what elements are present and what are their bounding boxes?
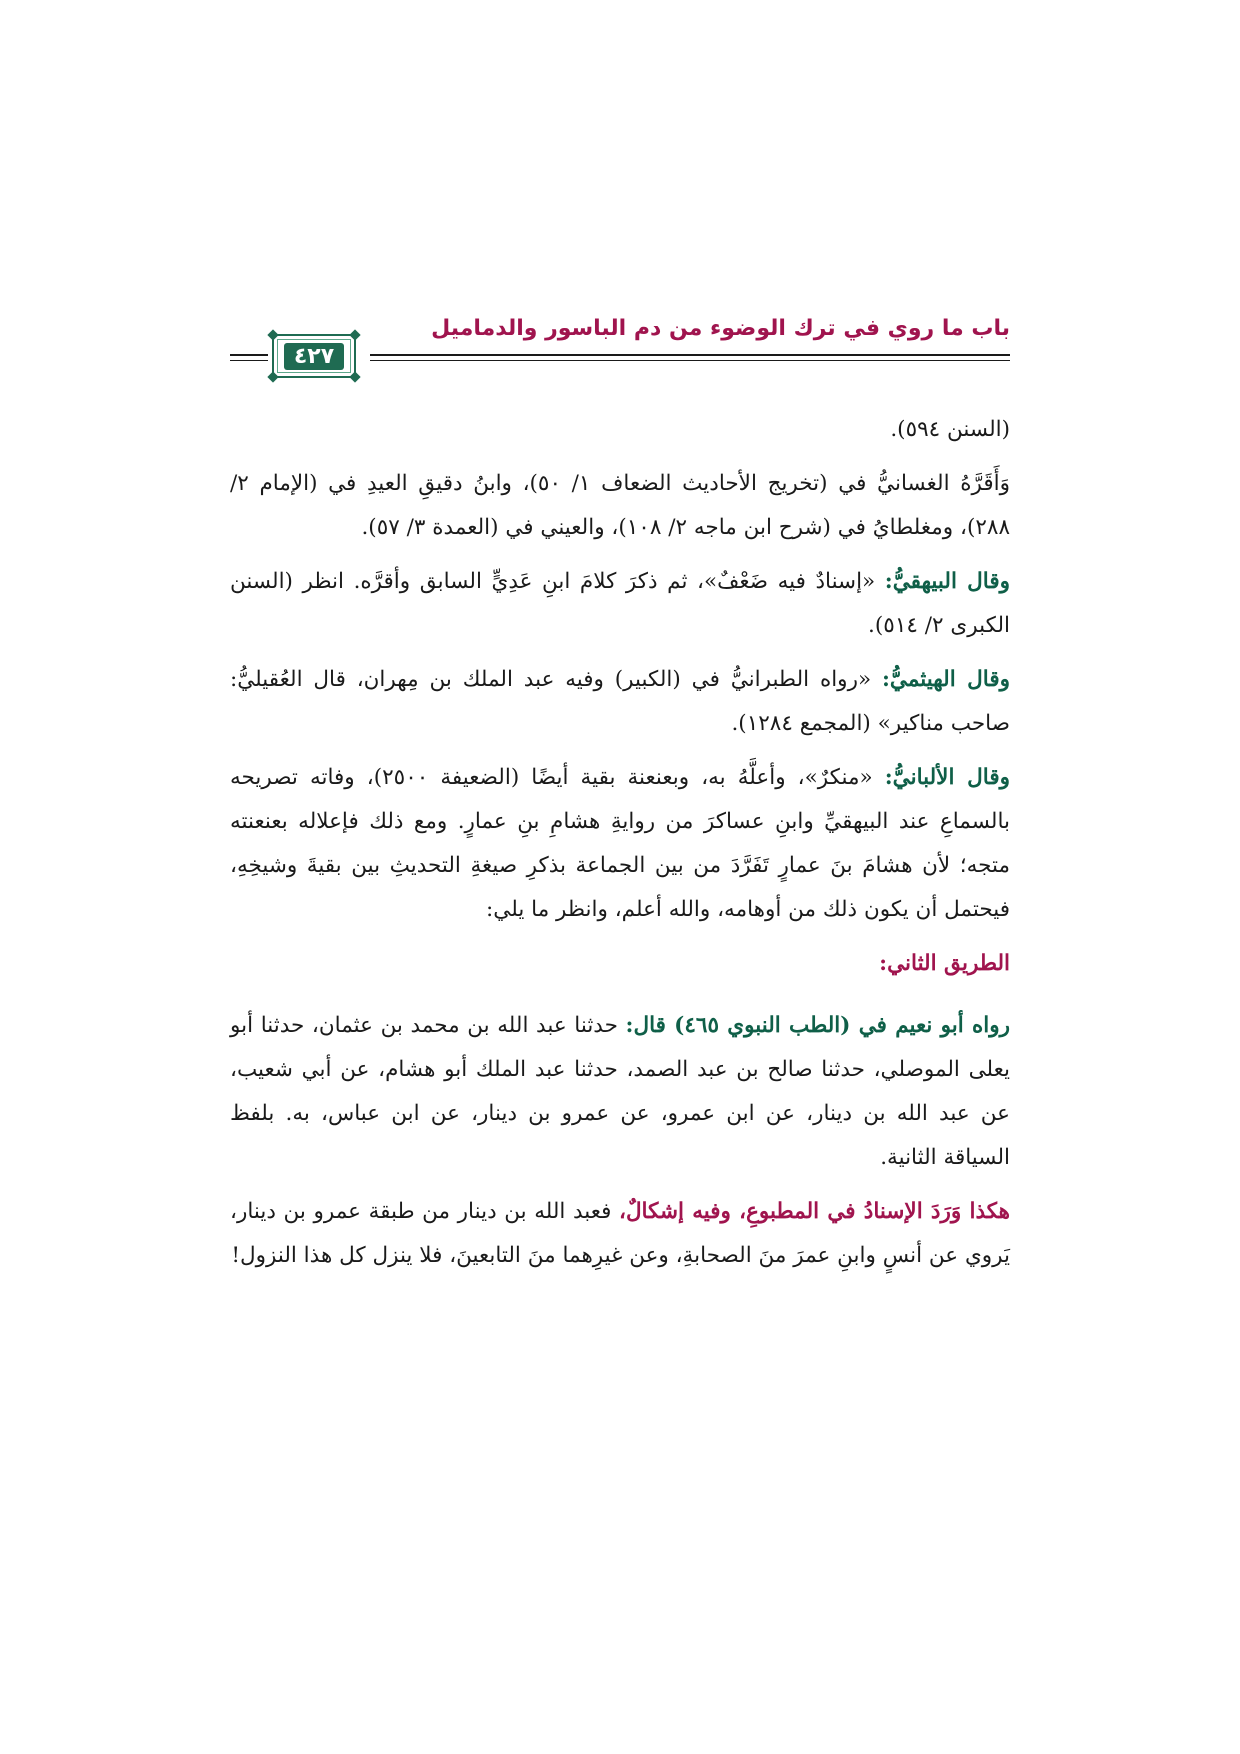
paragraph-albani: [230, 756, 1010, 932]
ornament-icon: [267, 371, 278, 382]
running-title: باب ما روي في ترك الوضوء من دم الباسور والدماميل: [431, 316, 1010, 341]
header-rule-top: [370, 354, 1010, 356]
paragraph-bayhaqi: [230, 560, 1010, 648]
speaker-haythami: وقال الهيثميُّ:: [881, 667, 1011, 692]
header-rule-bottom: [370, 360, 1010, 361]
speaker-bayhaqi: وقال البيهقيُّ:: [884, 569, 1010, 594]
page-number: ٤٢٧: [284, 343, 344, 370]
speaker-albani: وقال الألبانيُّ:: [884, 765, 1010, 790]
page-number-frame: [272, 334, 356, 378]
header-rule-left-top: [230, 354, 268, 356]
section-title: الطريق الثاني:: [879, 951, 1010, 976]
page-body: [230, 408, 1010, 1288]
paragraph-approvals: وَأَقَرَّهُ الغسانيُّ في (تخريج الأحاديث الضعاف ١/ ٥٠)، وابنُ دقيقِ العيدِ في (الإمام ٢/ ٢٨٨)، ومغلطايُ في (شرح ابن ماجه ٢/ ١٠٨)، والعيني في (العمدة ٣/ ٥٧).: [230, 471, 1010, 540]
ornament-icon: [349, 371, 360, 382]
quote-bayhaqi: «إسنادٌ فيه ضَعْفٌ»، ثم ذكرَ كلامَ ابنِ عَدِيٍّ السابق وأقرَّه. انظر (السنن الكبرى ٢/ ٥١٤).: [230, 569, 1010, 638]
isnad-text: حدثنا عبد الله بن محمد بن عثمان، حدثنا أبو يعلى الموصلي، حدثنا صالح بن عبد الصمد، حدثنا عبد الملك أبو هشام، عن أبي شعيب، عن عبد الله بن دينار، عن ابن عمرو، عن عمرو بن دينار، عن ابن عباس، به. بلفظ السياقة الثانية.: [230, 1013, 1010, 1170]
paragraph-citation: (السنن ٥٩٤).: [890, 417, 1010, 442]
quote-haythami: «رواه الطبرانيُّ في (الكبير) وفيه عبد الملك بن مِهران، قال العُقيليُّ: صاحب مناكير» (المجمع ١٢٨٤).: [230, 667, 1010, 736]
paragraph-problem: [230, 1190, 1010, 1278]
page-header: [230, 312, 1010, 388]
ornament-icon: [267, 329, 278, 340]
source-abu-nuaym: رواه أبو نعيم في (الطب النبوي ٤٦٥) قال:: [625, 1013, 1010, 1038]
paragraph-haythami: [230, 658, 1010, 746]
problem-lead: هكذا وَرَدَ الإسنادُ في المطبوعِ، وفيه إشكالٌ،: [619, 1199, 1010, 1224]
quote-albani: «منكرٌ»، وأعلَّهُ به، وبعنعنة بقية أيضًا (الضعيفة ٢٥٠٠)، وفاته تصريحه بالسماعِ عند البيهقيِّ وابنِ عساكرَ من روايةِ هشامِ بنِ عمارٍ. ومع ذلك فإعلاله بعنعنته متجه؛ لأن هشامَ بنَ عمارٍ تَفَرَّدَ من بين الجماعة بذكرِ صيغةِ التحديثِ بين بقيةَ وشيخِهِ، فيحتمل أن يكون ذلك من أوهامه، والله أعلم، وانظر ما يلي:: [230, 765, 1010, 922]
paragraph-abu-nuaym: [230, 1004, 1010, 1180]
ornament-icon: [349, 329, 360, 340]
header-rule-left-bottom: [230, 360, 268, 361]
problem-text: فعبد الله بن دينار من طبقة عمرو بن دينار، يَروي عن أنسٍ وابنِ عمرَ منَ الصحابةِ، وعن غيرِهما منَ التابعينَ، فلا ينزل كل هذا النزول!: [230, 1199, 1010, 1268]
